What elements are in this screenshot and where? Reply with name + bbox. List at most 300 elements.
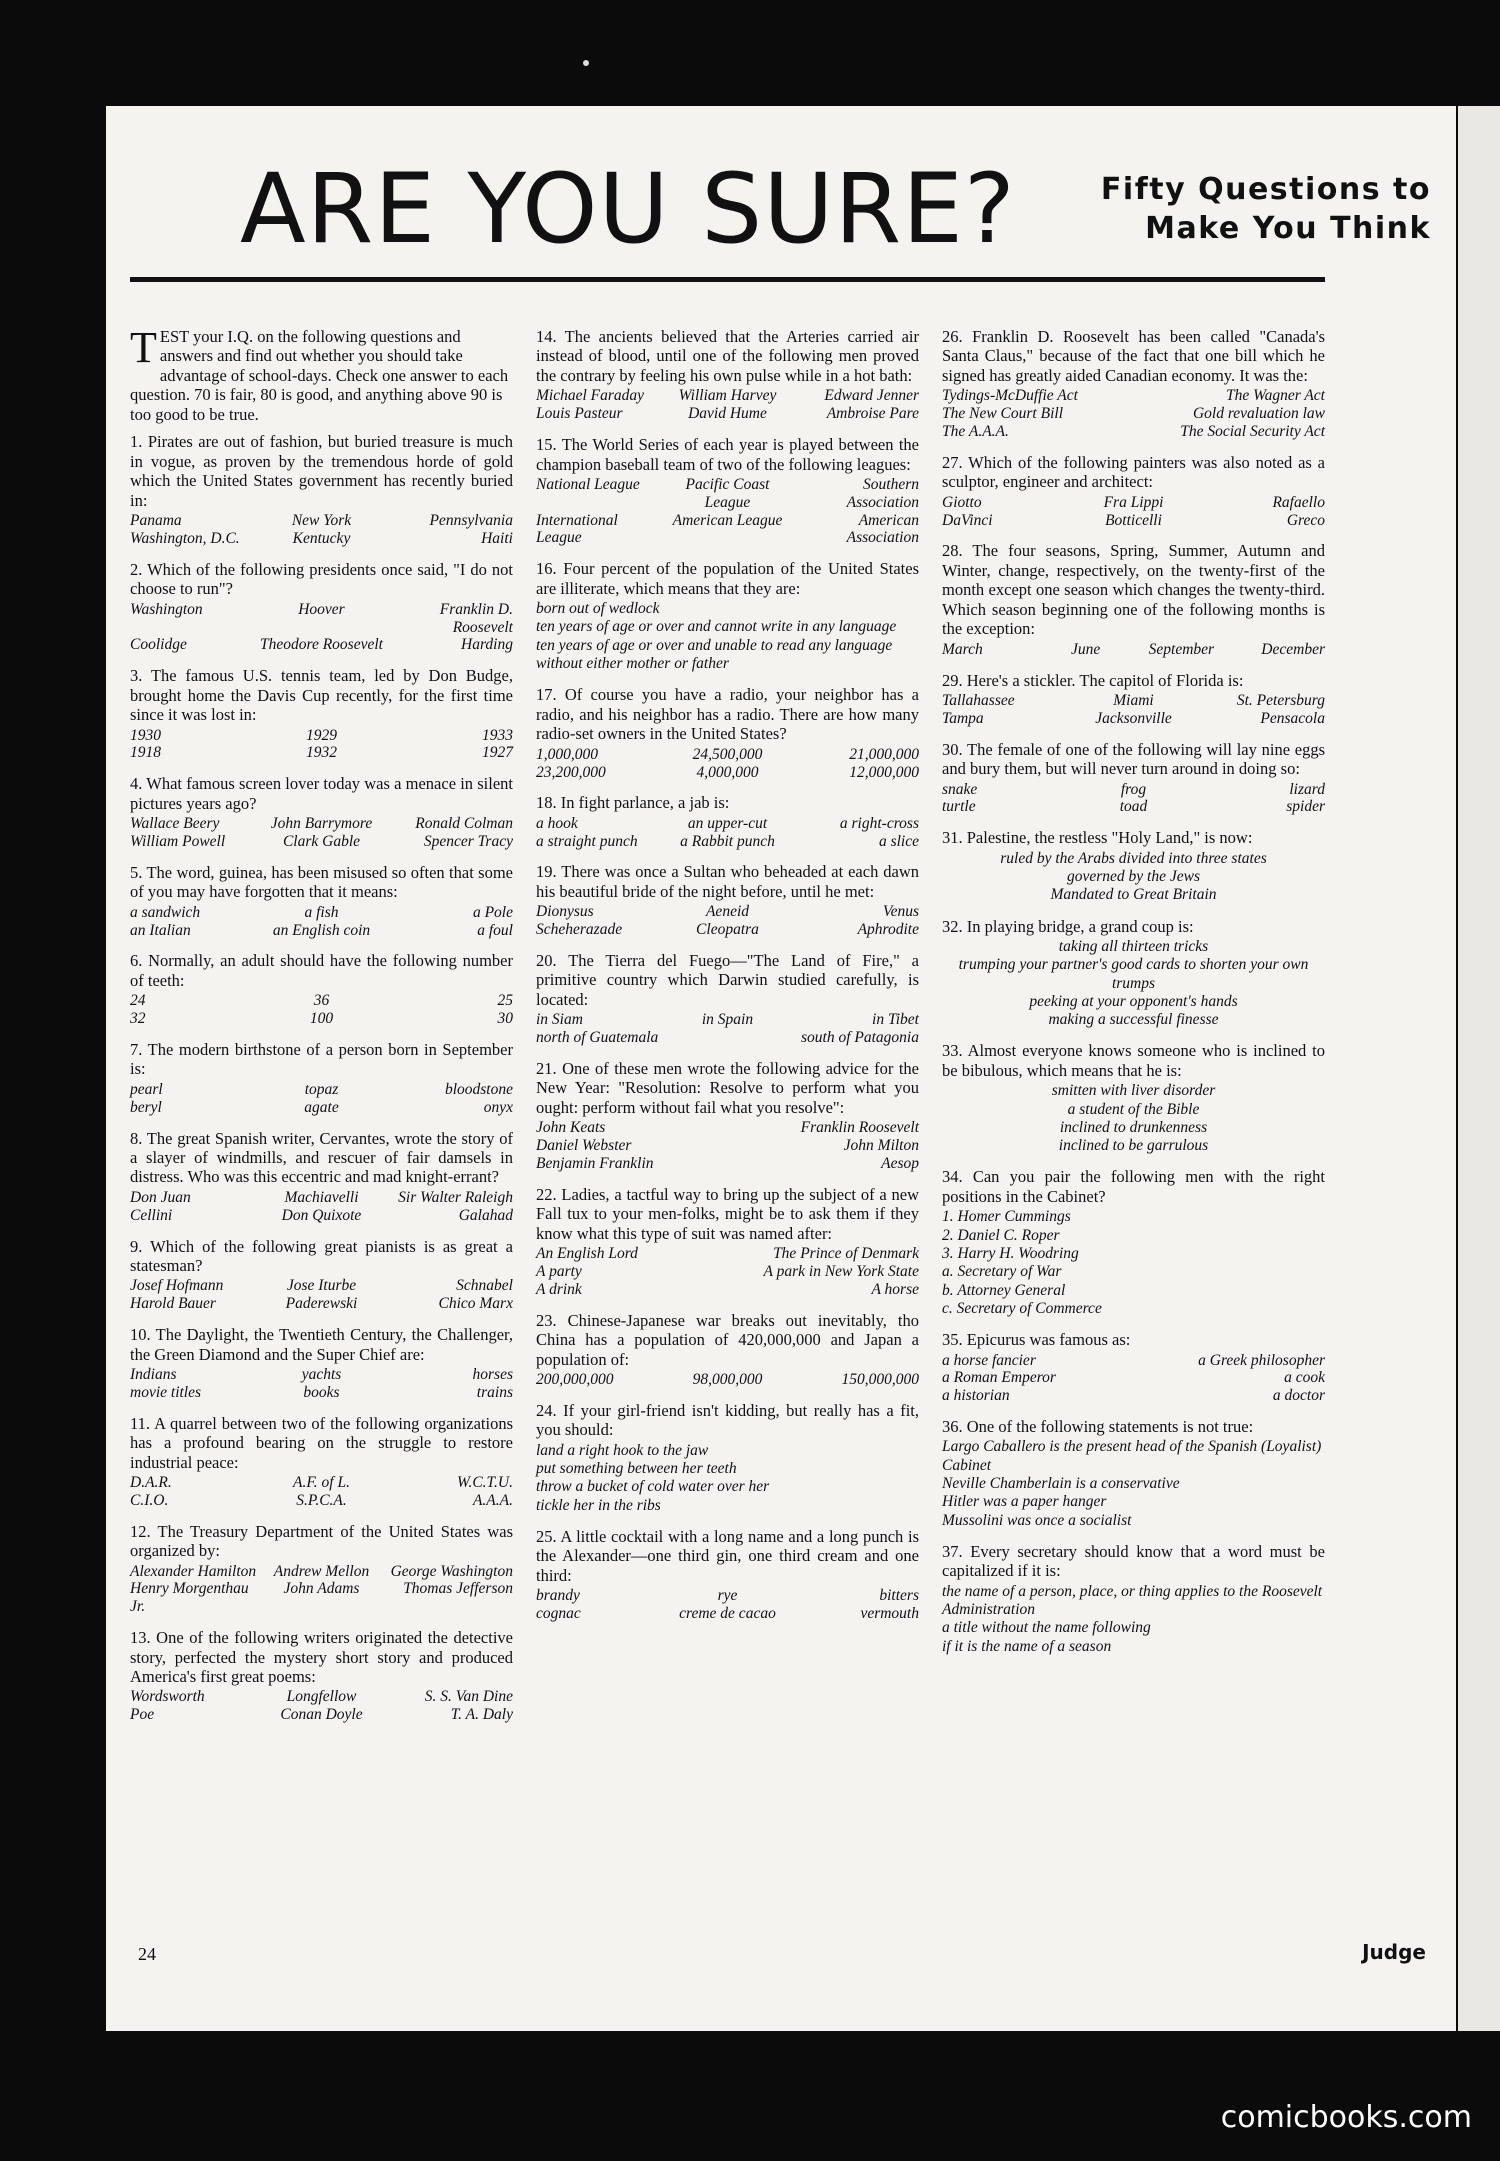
intro-paragraph [130, 323, 513, 424]
option: a right-cross [839, 814, 919, 832]
answer-options [130, 1563, 513, 1616]
question [130, 1237, 513, 1314]
option: a Rabbit punch [680, 832, 775, 850]
option: a doctor [1272, 1387, 1325, 1405]
answer-options [536, 476, 919, 547]
question [130, 774, 513, 851]
answer-line: Mussolini was once a socialist [942, 1511, 1132, 1529]
answer-options [130, 1474, 513, 1510]
question [536, 435, 919, 547]
subtitle-line-1: Fifty Questions to [1100, 172, 1431, 207]
scan-speck [583, 60, 589, 66]
answer-options [130, 1277, 513, 1313]
question-text: 2. Which of the following presidents once said, "I do not choose to run"? [130, 559, 513, 599]
option: John Barrymore [270, 815, 373, 833]
intro-text: EST your I.Q. on the following questions and answers and find out whether you should take advantage of school-days. Check one answer to each question. 70 is fair, 80 is good, and anything above 90 is too good to be true. [130, 327, 509, 424]
option: Botticelli [1105, 511, 1162, 529]
option: An English Lord [536, 1245, 638, 1263]
option: Venus [882, 903, 919, 921]
answer-options [130, 1366, 513, 1402]
watermark: comicbooks.com [1220, 2100, 1472, 2135]
option: The Social Security Act [1180, 423, 1325, 441]
answer-options [130, 1189, 513, 1225]
option: Sir Walter Raleigh [398, 1188, 513, 1206]
option: Galahad [458, 1206, 513, 1224]
option: 1927 [481, 744, 513, 762]
option: onyx [483, 1098, 513, 1116]
option: Thomas Jefferson [403, 1580, 513, 1598]
option: toad [1119, 798, 1148, 816]
page-content [106, 106, 1456, 2031]
option: 36 [313, 992, 330, 1010]
option: Washington [130, 600, 203, 618]
facing-page-edge [1458, 106, 1500, 2031]
question-text: 25. A little cocktail with a long name and a long punch is the Alexander—one third gin, one third cream and one third: [536, 1526, 919, 1585]
question-text: 34. Can you pair the following men with the right positions in the Cabinet? [942, 1167, 1325, 1206]
question [942, 740, 1325, 817]
answer-options [942, 781, 1325, 817]
option: horses [472, 1366, 513, 1384]
answer-line: b. Attorney General [942, 1281, 1066, 1299]
option: John Adams [283, 1580, 360, 1598]
option: yachts [301, 1366, 342, 1384]
question [130, 1040, 513, 1117]
answer-line: 1. Homer Cummings [942, 1208, 1071, 1226]
option: Jose Iturbe [286, 1277, 357, 1295]
option: Franklin Roosevelt [800, 1119, 919, 1137]
option: an upper-cut [687, 814, 768, 832]
option: a cook [1284, 1369, 1325, 1387]
question [130, 1522, 513, 1616]
question [536, 793, 919, 850]
option: Tydings-McDuffie Act [942, 387, 1078, 405]
option: David Hume [688, 405, 767, 423]
option: a horse fancier [942, 1351, 1036, 1369]
option: books [303, 1383, 340, 1401]
option: Schnabel [456, 1277, 513, 1295]
option: 150,000,000 [841, 1371, 919, 1389]
answer-options [536, 1119, 919, 1172]
option: National League [536, 475, 640, 493]
question [130, 1628, 513, 1724]
question-text: 31. Palestine, the restless "Holy Land," is now: [942, 828, 1253, 848]
question [942, 541, 1325, 658]
answer-line: 3. Harry H. Woodring [942, 1244, 1079, 1262]
option: Giotto [942, 493, 982, 511]
option: snake [942, 780, 978, 798]
answer-options [536, 815, 919, 851]
option: 1918 [130, 744, 161, 762]
option: Henry Morgenthau Jr. [130, 1580, 249, 1616]
option: lizard [1289, 780, 1325, 798]
column-1 [130, 323, 513, 1736]
option: A drink [536, 1280, 582, 1298]
answer-line: making a successful finesse [1048, 1011, 1219, 1029]
option: 1930 [130, 726, 161, 744]
option: 25 [497, 992, 513, 1010]
answer-options [942, 1082, 1325, 1155]
question-text: 19. There was once a Sultan who beheaded at each dawn his beautiful bride of the night before, until he met: [536, 862, 919, 901]
option: 1,000,000 [536, 745, 598, 763]
option: Gold revaluation law [1192, 405, 1325, 423]
question [942, 1330, 1325, 1405]
option: William Harvey [678, 387, 777, 405]
subtitle-line-2: Make You Think [1145, 211, 1431, 246]
question-text: 20. The Tierra del Fuego—"The Land of Fire," a primitive country which Darwin studied carefully, is located: [536, 950, 919, 1009]
question-text: 22. Ladies, a tactful way to bring up the subject of a new Fall tux to your men-folks, might be to ask them if they know what this type of suit was named after: [536, 1184, 919, 1243]
option: an English coin [272, 921, 371, 939]
option: Jacksonville [1095, 709, 1172, 727]
question-text: 6. Normally, an adult should have the following number of teeth: [130, 951, 513, 990]
option: Dionysus [536, 903, 594, 921]
question-text: 15. The World Series of each year is played between the champion baseball team of two of the following leagues: [536, 435, 919, 474]
answer-line: peeking at your opponent's hands [1029, 992, 1238, 1010]
option: DaVinci [942, 511, 993, 529]
option: Don Juan [130, 1188, 191, 1206]
option: Cellini [130, 1206, 173, 1224]
option: a slice [878, 832, 919, 850]
option: rye [717, 1587, 738, 1605]
option: S.P.C.A. [296, 1491, 347, 1509]
option: C.I.O. [130, 1491, 169, 1509]
option: Tallahassee [942, 692, 1015, 710]
option: Indians [130, 1366, 177, 1384]
answer-line: governed by the Jews [1067, 867, 1200, 885]
question-text: 14. The ancients believed that the Arteries carried air instead of blood, until one of the following men proved the contrary by feeling his own pulse while in a hot bath: [536, 327, 919, 385]
option: A party [536, 1263, 582, 1281]
option: 23,200,000 [536, 763, 606, 781]
answer-line: a. Secretary of War [942, 1263, 1062, 1281]
question [130, 432, 513, 548]
answer-line: the name of a person, place, or thing applies to the Roosevelt Administration [942, 1582, 1323, 1619]
question-text: 4. What famous screen lover today was a menace in silent pictures years ago? [130, 774, 513, 813]
option: William Powell [130, 833, 226, 850]
option: June [1070, 640, 1101, 658]
option: vermouth [860, 1605, 919, 1623]
answer-options [130, 727, 513, 763]
question [942, 327, 1325, 441]
option: Coolidge [130, 636, 187, 654]
option: Poe [130, 1706, 155, 1724]
option: Franklin D. Roosevelt [439, 600, 513, 636]
option: Wordsworth [130, 1688, 205, 1706]
option: The Wagner Act [1225, 387, 1325, 405]
option: Aeneid [705, 903, 750, 921]
answer-line: born out of wedlock [536, 600, 660, 618]
question-text: 9. Which of the following great pianists is as great a statesman? [130, 1236, 513, 1275]
option: in Siam [536, 1011, 583, 1029]
option: Panama [130, 512, 182, 530]
option: creme de cacao [679, 1605, 776, 1623]
option: a Pole [472, 903, 513, 921]
option: Michael Faraday [536, 387, 645, 405]
question-text: 5. The word, guinea, has been misused so often that some of you may have forgotten that it means: [130, 862, 513, 902]
option: Machiavelli [284, 1188, 359, 1206]
answer-line: ten years of age or over and unable to read any language [536, 636, 893, 654]
question-text: 35. Epicurus was famous as: [942, 1330, 1131, 1350]
option: Pensacola [1260, 709, 1325, 727]
question-text: 32. In playing bridge, a grand coup is: [942, 916, 1194, 936]
option: topaz [304, 1080, 339, 1098]
question-text: 17. Of course you have a radio, your neighbor has a radio, and his neighbor has a radio. There are how many radio-set owners in the United States? [536, 685, 919, 744]
question [942, 917, 1325, 1030]
question-text: 26. Franklin D. Roosevelt has been called "Canada's Santa Claus," because of the fact that one bill which he signed has greatly aided Canadian economy. It was the: [942, 327, 1325, 385]
option: Southern Association [846, 475, 919, 511]
option: 1929 [305, 726, 337, 744]
page-subtitle [1101, 170, 1431, 248]
question-text: 18. In fight parlance, a jab is: [536, 793, 730, 813]
question [536, 1059, 919, 1173]
question [536, 559, 919, 673]
question [130, 1414, 513, 1510]
answer-options [942, 1352, 1325, 1405]
option: 12,000,000 [849, 763, 919, 781]
question-text: 33. Almost everyone knows someone who is inclined to be bibulous, which means that he is: [942, 1041, 1325, 1080]
question [536, 1185, 919, 1299]
option: The A.A.A. [942, 423, 1009, 441]
option: Cleopatra [696, 921, 759, 939]
question-text: 28. The four seasons, Spring, Summer, Autumn and Winter, change, respectively, on the twenty-first of the month except one season which changes the twenty-third. Which season beginning one of the following months is the exception: [942, 541, 1325, 639]
answer-line: inclined to be garrulous [1058, 1137, 1209, 1155]
magazine-name: Judge [1362, 1940, 1426, 1964]
option: 30 [497, 1010, 513, 1028]
option: a sandwich [130, 903, 201, 921]
option: in Tibet [872, 1011, 919, 1029]
option: beryl [130, 1098, 162, 1116]
option: A park in New York State [763, 1263, 919, 1281]
option: T. A. Daly [450, 1706, 513, 1724]
column-3 [942, 327, 1325, 1736]
question [942, 1041, 1325, 1155]
option: Josef Hofmann [130, 1277, 224, 1295]
option: A.A.A. [472, 1491, 513, 1509]
option: turtle [942, 798, 976, 816]
question-text: 21. One of these men wrote the following advice for the New Year: "Resolution: Resolve to perform what you ought: perform without fail what you resolve": [536, 1059, 919, 1117]
answer-options [130, 512, 513, 548]
answer-options [942, 494, 1325, 530]
option: a Greek philosopher [1198, 1351, 1325, 1369]
answer-line: smitten with liver disorder [1051, 1082, 1216, 1100]
question-text: 37. Every secretary should know that a word must be capitalized if it is: [942, 1541, 1325, 1581]
option: pearl [130, 1080, 163, 1098]
option: A.F. of L. [292, 1474, 350, 1492]
answer-options [942, 641, 1325, 659]
option: 98,000,000 [692, 1371, 763, 1389]
question-text: 8. The great Spanish writer, Cervantes, wrote the story of a slayer of windmills, and rescuer of fair damsels in distress. Who was this eccentric and mad knight-errant? [130, 1128, 513, 1187]
option: bitters [879, 1587, 919, 1605]
question [942, 1167, 1325, 1318]
option: Don Quixote [281, 1206, 362, 1224]
option: Clark Gable [282, 833, 361, 850]
drop-cap: T [130, 323, 157, 372]
question-text: 24. If your girl-friend isn't kidding, but really has a fit, you should: [536, 1400, 919, 1440]
question-text: 11. A quarrel between two of the following organizations has a profound bearing on the struggle to restore industrial peace: [130, 1413, 513, 1472]
option: 1932 [305, 744, 337, 762]
answer-options [536, 1442, 919, 1515]
option: D.A.R. [130, 1474, 172, 1492]
option: Harding [461, 636, 513, 654]
answer-options [130, 1081, 513, 1117]
option: agate [304, 1098, 339, 1116]
answer-options [130, 601, 513, 654]
option: cognac [536, 1605, 581, 1623]
option: Paderewski [285, 1295, 358, 1313]
option: Chico Marx [438, 1295, 513, 1313]
answer-line: 2. Daniel C. Roper [942, 1226, 1060, 1244]
option: Scheherazade [536, 921, 623, 939]
option: 24 [130, 992, 146, 1010]
answer-line: Neville Chamberlain is a conservative [942, 1475, 1180, 1493]
option: an Italian [130, 921, 191, 939]
option: Tampa [942, 709, 984, 727]
option: George Washington [390, 1562, 513, 1580]
option: a hook [536, 814, 578, 832]
option: 200,000,000 [536, 1371, 614, 1389]
option: W.C.T.U. [456, 1474, 513, 1492]
answer-line: throw a bucket of cold water over her [536, 1478, 770, 1496]
answer-options [536, 1371, 919, 1389]
option: Hoover [298, 600, 345, 618]
option: frog [1120, 780, 1147, 798]
option: 1933 [481, 726, 513, 744]
question [536, 1311, 919, 1389]
option: 24,500,000 [692, 745, 763, 763]
title-rule [130, 277, 1325, 282]
answer-options [536, 387, 919, 423]
page-number: 24 [138, 1944, 156, 1964]
option: Longfellow [286, 1688, 357, 1706]
option: 100 [309, 1010, 334, 1028]
answer-line: a student of the Bible [1067, 1100, 1200, 1118]
question-text: 7. The modern birthstone of a person born in September is: [130, 1039, 513, 1079]
answer-line: inclined to drunkenness [1059, 1118, 1208, 1136]
answer-options [130, 1688, 513, 1724]
option: The Prince of Denmark [773, 1245, 919, 1263]
option: Aphrodite [857, 921, 919, 939]
option: Haiti [481, 530, 513, 548]
question [130, 1325, 513, 1402]
option: Benjamin Franklin [536, 1155, 654, 1173]
option: New York [291, 512, 352, 530]
option: Edward Jenner [824, 387, 919, 405]
option: Fra Lippi [1103, 493, 1164, 511]
option [664, 1029, 792, 1047]
question [942, 1417, 1325, 1530]
answer-options [130, 992, 513, 1028]
option: movie titles [130, 1383, 202, 1401]
question [130, 863, 513, 940]
question [942, 453, 1325, 530]
option: Andrew Mellon [273, 1562, 370, 1580]
question [942, 1542, 1325, 1656]
question-text: 16. Four percent of the population of the United States are illiterate, which means that they are: [536, 559, 919, 598]
question [130, 1129, 513, 1225]
option: Wallace Beery [130, 815, 220, 833]
option: Alexander Hamilton [130, 1562, 257, 1580]
question-text: 27. Which of the following painters was also noted as a sculptor, engineer and architect: [942, 452, 1325, 492]
option: Aesop [881, 1155, 919, 1173]
option: March [942, 640, 983, 658]
answer-line: Hitler was a paper hanger [942, 1493, 1107, 1511]
option: American Association [846, 511, 919, 547]
answer-line: tickle her in the ribs [536, 1496, 661, 1514]
question [536, 1401, 919, 1515]
answer-options [942, 387, 1325, 440]
answer-options [130, 815, 513, 851]
answer-line: a title without the name following [942, 1619, 1151, 1637]
option: Daniel Webster [536, 1137, 632, 1155]
option: Pennsylvania [429, 512, 513, 530]
page-title: ARE YOU SURE? [240, 153, 1016, 265]
question-text: 3. The famous U.S. tennis team, led by Don Budge, brought home the Davis Cup recently, for the first time since it was lost in: [130, 666, 513, 725]
question [942, 671, 1325, 728]
option: Rafaello [1272, 493, 1325, 511]
option: a historian [942, 1387, 1010, 1405]
question-text: 23. Chinese-Japanese war breaks out inevitably, tho China has a population of 420,000,000 and Japan a population of: [536, 1310, 919, 1369]
answer-options [942, 1438, 1325, 1529]
option: north of Guatemala [536, 1029, 659, 1047]
option: spider [1286, 798, 1325, 816]
option: brandy [536, 1587, 580, 1605]
question-text: 10. The Daylight, the Twentieth Century, the Challenger, the Green Diamond and the Super Chief are: [130, 1325, 513, 1364]
option: a foul [477, 921, 513, 939]
option: a straight punch [536, 832, 638, 850]
question-text: 30. The female of one of the following will lay nine eggs and bury them, but will never turn around in doing so: [942, 739, 1325, 779]
answer-line: ruled by the Arabs divided into three states [1000, 849, 1267, 867]
question-text: 36. One of the following statements is not true: [942, 1417, 1254, 1436]
question-text: 12. The Treasury Department of the United States was organized by: [130, 1521, 513, 1561]
question [536, 862, 919, 939]
question [536, 685, 919, 781]
option: a Roman Emperor [942, 1369, 1056, 1387]
option: bloodstone [444, 1080, 513, 1098]
answer-line: taking all thirteen tricks [1058, 938, 1209, 955]
option: trains [476, 1383, 513, 1401]
option: John Keats [536, 1119, 606, 1137]
answer-options [942, 1208, 1325, 1318]
question [130, 666, 513, 762]
answer-line: c. Secretary of Commerce [942, 1299, 1102, 1317]
option: Conan Doyle [280, 1706, 363, 1724]
option: Washington, D.C. [130, 530, 240, 548]
option: 4,000,000 [696, 763, 759, 781]
answer-line: Largo Caballero is the present head of the Spanish (Loyalist) Cabinet [942, 1438, 1322, 1474]
answer-options [942, 850, 1325, 905]
option: Louis Pasteur [536, 405, 623, 423]
answer-options [130, 904, 513, 940]
question-text: 29. Here's a stickler. The capitol of Florida is: [942, 670, 1244, 690]
question [942, 828, 1325, 904]
question [536, 1527, 919, 1623]
question-text: 13. One of the following writers originated the detective story, perfected the mystery short story and produced America's first great poems: [130, 1628, 513, 1686]
option: Greco [1286, 511, 1325, 529]
option: south of Patagonia [801, 1029, 919, 1047]
answer-line: Mandated to Great Britain [1050, 886, 1217, 904]
option: December [1261, 640, 1325, 658]
question [536, 951, 919, 1047]
option: September [1148, 640, 1215, 658]
answer-line: trumping your partner's good cards to shorten your own trumps [958, 956, 1309, 992]
option: 32 [130, 1010, 146, 1028]
question [536, 327, 919, 423]
answer-options [942, 1583, 1325, 1656]
option: American League [672, 511, 783, 529]
answer-line: if it is the name of a season [942, 1637, 1112, 1655]
option: John Milton [843, 1137, 919, 1155]
answer-line: ten years of age or over and cannot write in any language [536, 618, 897, 636]
question-text: 1. Pirates are out of fashion, but buried treasure is much in vogue, as proven by the tremendous horde of gold which the United States government has recently buried in: [130, 432, 513, 510]
answer-options [536, 1587, 919, 1623]
